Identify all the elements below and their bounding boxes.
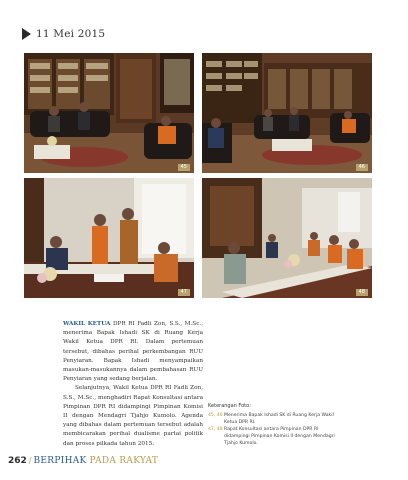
photo-number: 45 xyxy=(178,164,190,171)
photo-3-image xyxy=(24,178,194,298)
photo-1-image xyxy=(24,53,194,173)
triangle-bullet-icon xyxy=(22,28,31,40)
footer-brand-main: BERPIHAK xyxy=(33,456,87,466)
article-paragraph-2: Selanjutnya, Wakil Ketua DPR RI Fadli Zon, S.S., M.Sc., menghadiri Rapat Konsultasi antara Pimpinan DPR RI didampingi Pimpinan Komisi II dengan Mendagri Tjahjo Kumolo. Agenda yang dibahas dalam pertemuan tersebut adalah membicarakan perihal dualisme partai politik dan proses pilkada tahun 2015. xyxy=(63,385,203,447)
caption-item xyxy=(208,412,338,426)
photo-number: 46 xyxy=(356,164,368,171)
caption-item xyxy=(208,426,338,447)
photo-2 xyxy=(202,53,372,173)
caption-numbers: 45, 46 xyxy=(208,413,223,418)
photo-number: 47 xyxy=(178,289,190,296)
caption-title: Keterangan Foto: xyxy=(208,403,251,409)
footer-separator-icon: / xyxy=(28,456,32,465)
photo-3 xyxy=(24,178,194,298)
photo-number: 48 xyxy=(356,289,368,296)
photo-4 xyxy=(202,178,372,298)
footer-brand-sub: PADA RAKYAT xyxy=(89,456,159,466)
article-body xyxy=(63,320,203,449)
photo-caption xyxy=(208,403,338,447)
caption-numbers: 47, 48 xyxy=(208,427,223,432)
photo-2-image xyxy=(202,53,372,173)
page-date xyxy=(22,27,105,41)
page-number: 262 xyxy=(8,456,27,466)
page-footer xyxy=(8,456,158,466)
photo-4-image xyxy=(202,178,372,298)
photo-1 xyxy=(24,53,194,173)
article-paragraph-1-text: DPR RI Fadli Zon, S.S., M.Sc., menerima Bapak Ishadi SK di Ruang Kerja Wakil Ketua DPR RI. Dalam pertemuan tersebut, dibahas perihal perkembangan RUU Penyiaran. Bapak Ishadi menyampaikan masukan-masukannya dalam pembahasan RUU Penyiaran yang sedang berjalan. xyxy=(63,321,204,383)
caption-text: Menerima Bapak Ishadi SK di Ruang Kerja Wakil Ketua DPR RI. xyxy=(224,413,334,425)
article-paragraph-1 xyxy=(63,320,203,384)
date-text: 11 Mei 2015 xyxy=(36,28,106,40)
article-lead: WAKIL KETUA xyxy=(63,321,111,327)
caption-text: Rapat Konsultasi antara Pimpinan DPR RI didampingi Pimpinan Komisi II dengan Mendagri Tjahjo Kumolo. xyxy=(224,427,335,446)
